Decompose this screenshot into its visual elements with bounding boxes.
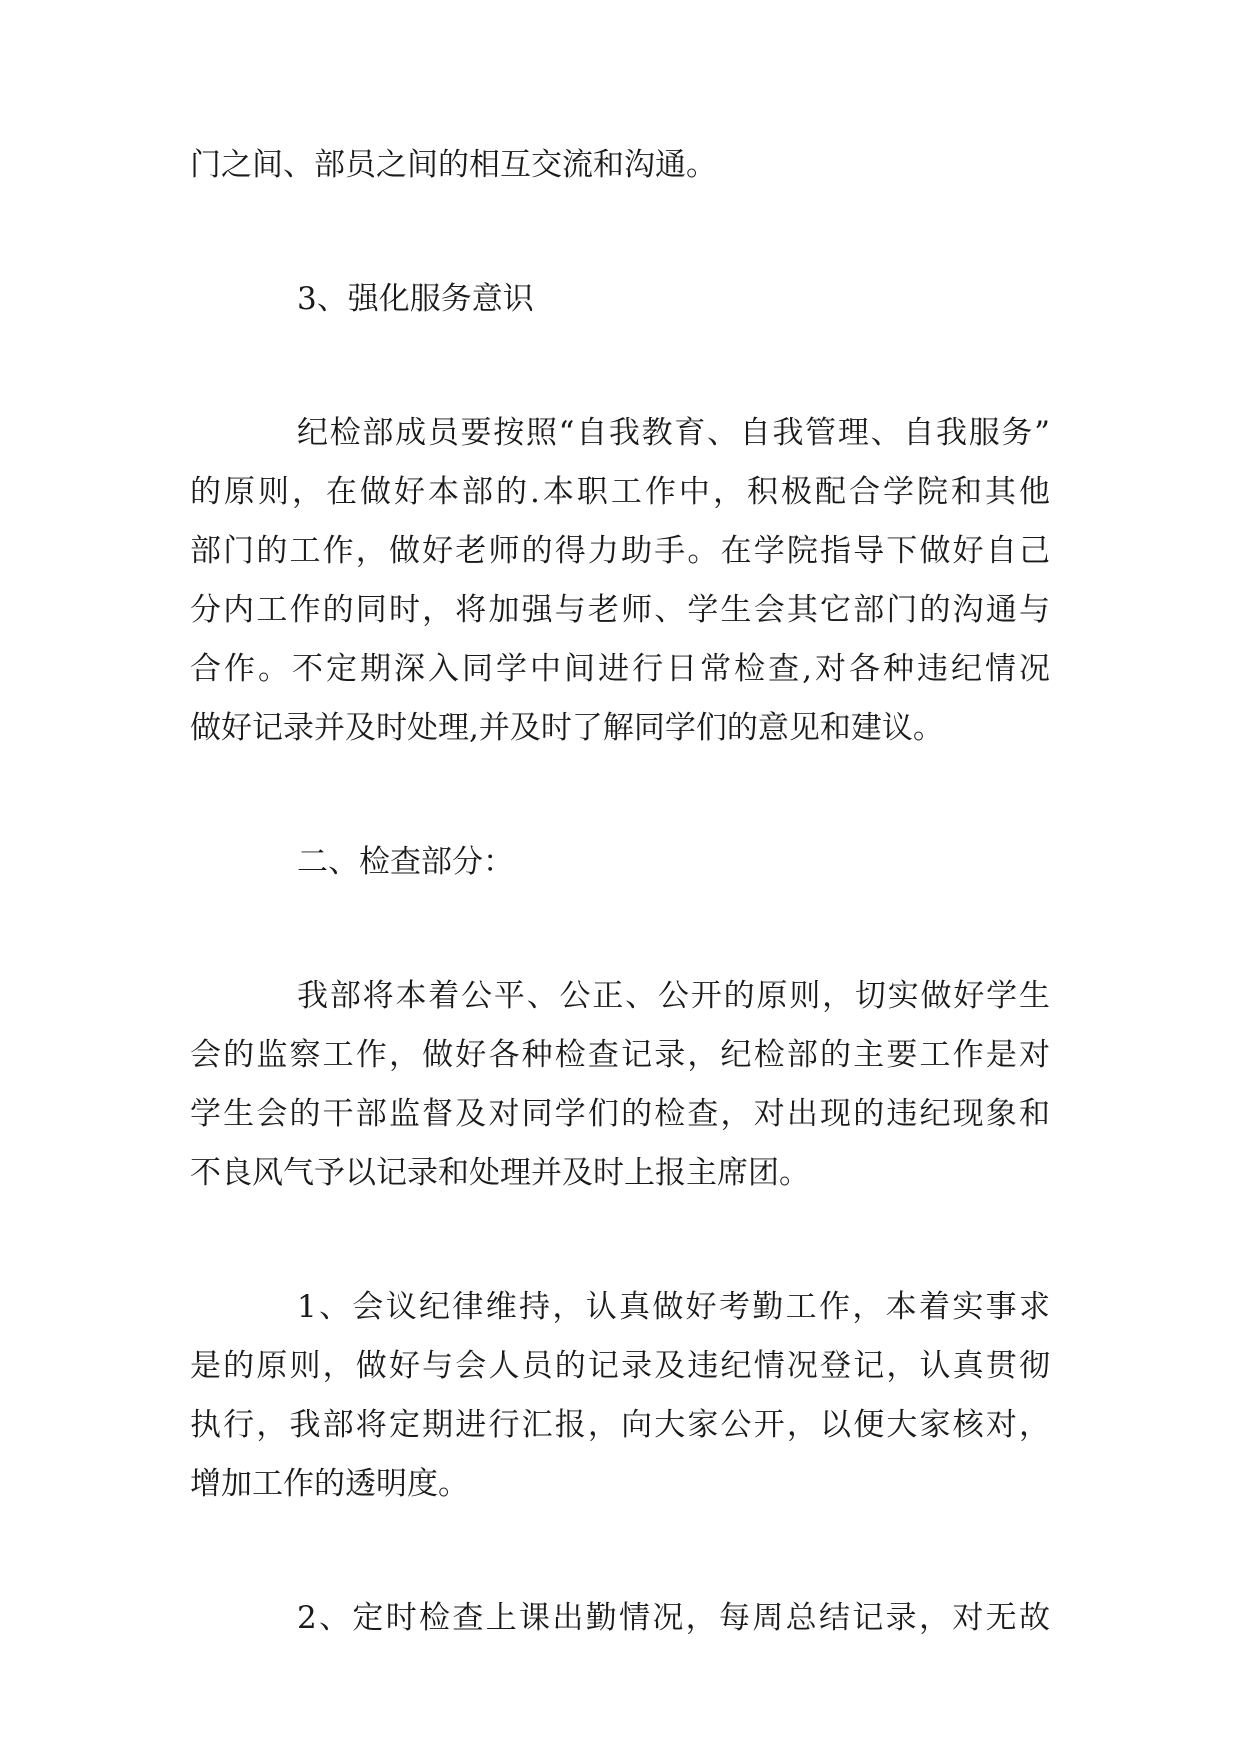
paragraph-line: 纪检部成员要按照“自我教育、自我管理、自我服务” xyxy=(297,415,1050,451)
paragraph-line: 合作。不定期深入同学中间进行日常检查,对各种违纪情况 xyxy=(190,651,1050,687)
paragraph-line: 我部将本着公平、公正、公开的原则，切实做好学生 xyxy=(297,978,1050,1014)
paragraph-line: 部门的工作，做好老师的得力助手。在学院指导下做好自己 xyxy=(190,533,1050,569)
paragraph-line: 会的监察工作，做好各种检查记录，纪检部的主要工作是对 xyxy=(190,1037,1050,1073)
paragraph-line: 做好记录并及时处理,并及时了解同学们的意见和建议。 xyxy=(190,710,944,746)
paragraph-line: 分内工作的同时，将加强与老师、学生会其它部门的沟通与 xyxy=(190,592,1050,628)
paragraph-line: 执行，我部将定期进行汇报，向大家公开，以便大家核对， xyxy=(190,1407,1050,1443)
paragraph-line: 门之间、部员之间的相互交流和沟通。 xyxy=(190,147,717,183)
paragraph-line: 不良风气予以记录和处理并及时上报主席团。 xyxy=(190,1155,810,1191)
paragraph-line: 2、定时检查上课出勤情况，每周总结记录，对无故 xyxy=(297,1600,1050,1636)
paragraph-line: 1、会议纪律维持，认真做好考勤工作，本着实事求 xyxy=(297,1289,1050,1325)
paragraph-line: 学生会的干部监督及对同学们的检查，对出现的违纪现象和 xyxy=(190,1096,1050,1132)
paragraph-line: 是的原则，做好与会人员的记录及违纪情况登记，认真贯彻 xyxy=(190,1348,1050,1384)
document-body xyxy=(190,136,1050,1648)
paragraph-line: 的原则，在做好本部的.本职工作中，积极配合学院和其他 xyxy=(190,474,1050,510)
section-heading: 二、检查部分： xyxy=(297,844,514,880)
paragraph-line: 增加工作的透明度。 xyxy=(190,1466,469,1502)
section-heading: 3、强化服务意识 xyxy=(297,281,534,317)
